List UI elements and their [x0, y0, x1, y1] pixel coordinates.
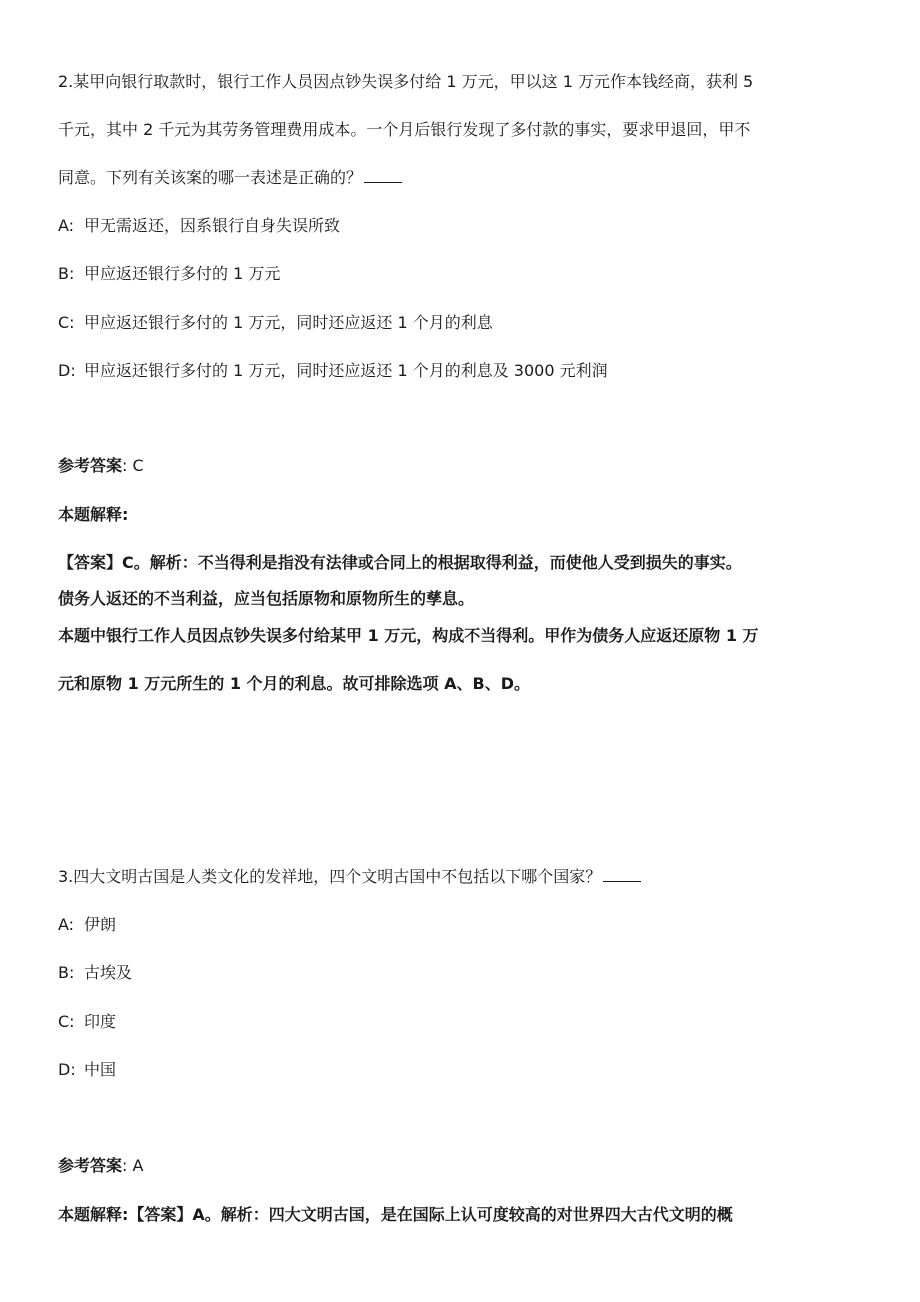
option-text: 中国 — [84, 1060, 117, 1079]
explain-text: 【答案】A。解析：四大文明古国，是在国际上认可度较高的对世界四大古代文明的概 — [128, 1205, 733, 1224]
q3-option-d — [58, 1060, 116, 1080]
q2-stem-line-3 — [58, 168, 402, 188]
option-letter: B: — [58, 963, 75, 982]
option-text: 甲应返还银行多付的 1 万元，同时还应返还 1 个月的利息 — [84, 313, 493, 332]
q2-option-b — [58, 264, 280, 284]
q3-option-a — [58, 915, 116, 935]
q2-option-d — [58, 361, 608, 381]
q2-explain-line-2: 债务人返还的不当利益，应当包括原物和原物所生的孳息。 — [58, 589, 475, 608]
option-text: 甲应返还银行多付的 1 万元，同时还应返还 1 个月的利息及 3000 元利润 — [84, 361, 608, 380]
answer-blank — [603, 867, 641, 882]
q2-stem-line-2: 千元，其中 2 千元为其劳务管理费用成本。一个月后银行发现了多付款的事实，要求甲退回，甲不 — [58, 120, 751, 139]
q3-stem-line-1 — [58, 867, 641, 887]
option-letter: A: — [58, 216, 75, 235]
q3-option-b — [58, 963, 132, 983]
q2-explain-line-1: 【答案】C。解析：不当得利是指没有法律或合同上的根据取得利益，而使他人受到损失的事实。 — [58, 553, 742, 572]
q2-answer — [58, 456, 144, 476]
option-letter: C: — [58, 1012, 75, 1031]
q2-option-a — [58, 216, 340, 236]
q2-explain-label: 本题解释: — [58, 505, 129, 524]
option-text: 印度 — [84, 1012, 117, 1031]
option-text: 甲应返还银行多付的 1 万元 — [84, 264, 281, 283]
q3-explain — [58, 1205, 733, 1225]
answer-label: 参考答案 — [58, 456, 123, 475]
option-letter: D: — [58, 1060, 76, 1079]
q2-explain-line-3: 本题中银行工作人员因点钞失误多付给某甲 1 万元，构成不当得利。甲作为债务人应返还原物 1 万 — [58, 626, 759, 645]
q2-stem-line-1: 2.某甲向银行取款时，银行工作人员因点钞失误多付给 1 万元，甲以这 1 万元作本钱经商，获利 5 — [58, 72, 754, 91]
q2-stem-text: 同意。下列有关该案的哪一表述是正确的？ — [58, 168, 363, 187]
option-text: 伊朗 — [84, 915, 117, 934]
option-text: 甲无需返还，因系银行自身失误所致 — [84, 216, 341, 235]
option-letter: B: — [58, 264, 75, 283]
option-letter: D: — [58, 361, 76, 380]
q3-option-c — [58, 1012, 116, 1032]
answer-value: : C — [122, 456, 144, 475]
option-letter: A: — [58, 915, 75, 934]
q3-stem-text: 3.四大文明古国是人类文化的发祥地，四个文明古国中不包括以下哪个国家？ — [58, 867, 602, 886]
answer-blank — [364, 168, 402, 183]
option-text: 古埃及 — [84, 963, 133, 982]
answer-label: 参考答案 — [58, 1156, 123, 1175]
option-letter: C: — [58, 313, 75, 332]
explain-label: 本题解释: — [58, 1205, 129, 1224]
answer-value: : A — [122, 1156, 144, 1175]
q2-option-c — [58, 313, 493, 333]
q3-answer — [58, 1156, 143, 1176]
q2-explain-line-4: 元和原物 1 万元所生的 1 个月的利息。故可排除选项 A、B、D。 — [58, 674, 530, 693]
